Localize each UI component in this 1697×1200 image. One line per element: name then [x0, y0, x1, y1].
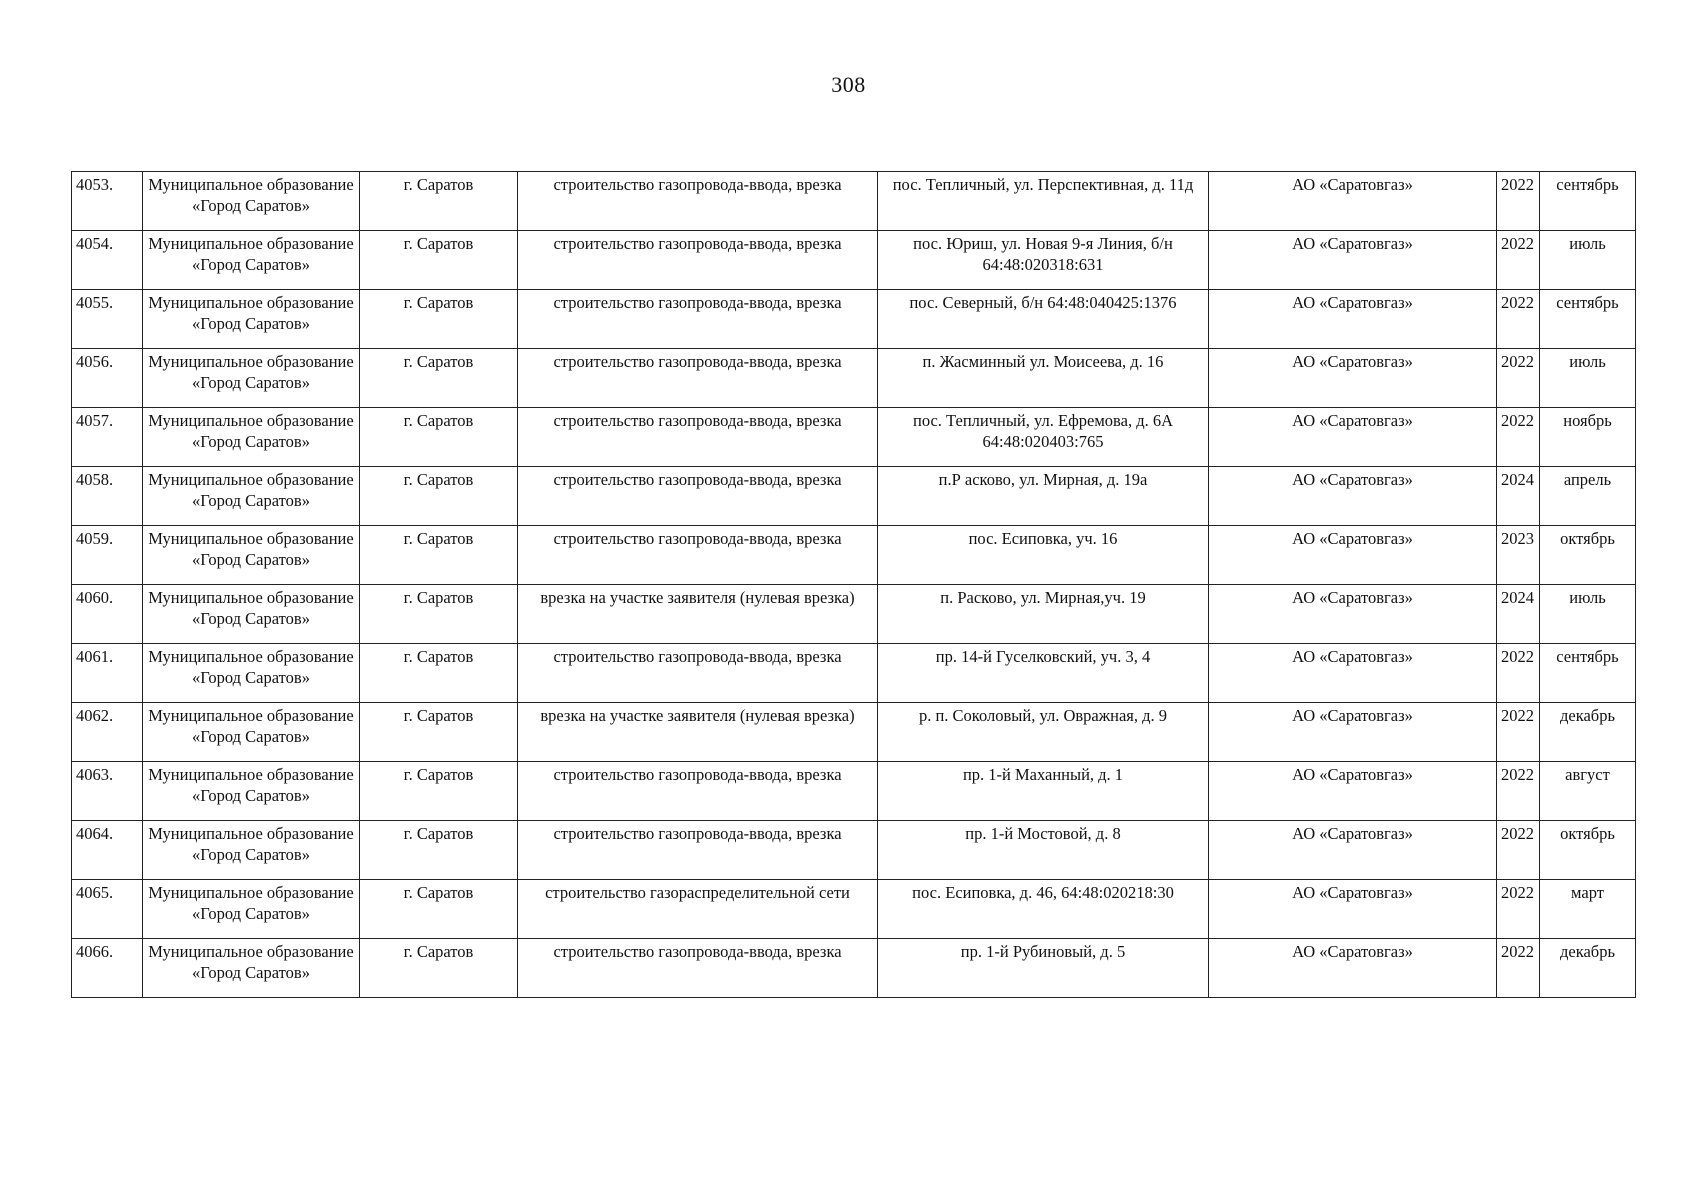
address-cell: пр. 14-й Гуселковский, уч. 3, 4 [878, 644, 1209, 703]
address-cell: пр. 1-й Маханный, д. 1 [878, 762, 1209, 821]
organization-cell: АО «Саратовгаз» [1209, 290, 1497, 349]
municipality-cell: Муниципальное образование «Город Саратов» [143, 349, 360, 408]
month-cell: октябрь [1540, 821, 1636, 880]
table-row [72, 526, 1636, 585]
city-cell: г. Саратов [360, 703, 518, 762]
municipality-cell: Муниципальное образование «Город Саратов» [143, 762, 360, 821]
organization-cell: АО «Саратовгаз» [1209, 526, 1497, 585]
row-number: 4065. [72, 880, 143, 939]
work-type-cell: строительство газопровода-ввода, врезка [518, 231, 878, 290]
table-row [72, 231, 1636, 290]
gasification-table [71, 171, 1636, 998]
address-cell: п. Расково, ул. Мирная,уч. 19 [878, 585, 1209, 644]
month-cell: сентябрь [1540, 172, 1636, 231]
row-number: 4053. [72, 172, 143, 231]
work-type-cell: врезка на участке заявителя (нулевая врезка) [518, 585, 878, 644]
municipality-cell: Муниципальное образование «Город Саратов» [143, 703, 360, 762]
month-cell: декабрь [1540, 703, 1636, 762]
work-type-cell: строительство газопровода-ввода, врезка [518, 467, 878, 526]
address-cell: п. Жасминный ул. Моисеева, д. 16 [878, 349, 1209, 408]
year-cell: 2022 [1497, 939, 1540, 998]
address-cell: пос. Тепличный, ул. Перспективная, д. 11д [878, 172, 1209, 231]
table-row [72, 585, 1636, 644]
year-cell: 2024 [1497, 467, 1540, 526]
month-cell: октябрь [1540, 526, 1636, 585]
municipality-cell: Муниципальное образование «Город Саратов» [143, 408, 360, 467]
address-cell: пос. Есиповка, д. 46, 64:48:020218:30 [878, 880, 1209, 939]
city-cell: г. Саратов [360, 231, 518, 290]
municipality-cell: Муниципальное образование «Город Саратов» [143, 290, 360, 349]
municipality-cell: Муниципальное образование «Город Саратов» [143, 231, 360, 290]
page-number: 308 [831, 72, 866, 97]
row-number: 4054. [72, 231, 143, 290]
row-number: 4059. [72, 526, 143, 585]
organization-cell: АО «Саратовгаз» [1209, 408, 1497, 467]
table-row [72, 408, 1636, 467]
work-type-cell: строительство газопровода-ввода, врезка [518, 349, 878, 408]
organization-cell: АО «Саратовгаз» [1209, 762, 1497, 821]
work-type-cell: строительство газораспределительной сети [518, 880, 878, 939]
organization-cell: АО «Саратовгаз» [1209, 349, 1497, 408]
city-cell: г. Саратов [360, 172, 518, 231]
address-cell: р. п. Соколовый, ул. Овражная, д. 9 [878, 703, 1209, 762]
year-cell: 2024 [1497, 585, 1540, 644]
table-row [72, 939, 1636, 998]
month-cell: июль [1540, 349, 1636, 408]
city-cell: г. Саратов [360, 408, 518, 467]
row-number: 4058. [72, 467, 143, 526]
month-cell: сентябрь [1540, 644, 1636, 703]
month-cell: сентябрь [1540, 290, 1636, 349]
year-cell: 2023 [1497, 526, 1540, 585]
month-cell: июль [1540, 585, 1636, 644]
work-type-cell: строительство газопровода-ввода, врезка [518, 408, 878, 467]
organization-cell: АО «Саратовгаз» [1209, 821, 1497, 880]
organization-cell: АО «Саратовгаз» [1209, 172, 1497, 231]
organization-cell: АО «Саратовгаз» [1209, 703, 1497, 762]
month-cell: декабрь [1540, 939, 1636, 998]
city-cell: г. Саратов [360, 939, 518, 998]
year-cell: 2022 [1497, 762, 1540, 821]
month-cell: март [1540, 880, 1636, 939]
municipality-cell: Муниципальное образование «Город Саратов» [143, 585, 360, 644]
year-cell: 2022 [1497, 703, 1540, 762]
work-type-cell: строительство газопровода-ввода, врезка [518, 172, 878, 231]
year-cell: 2022 [1497, 644, 1540, 703]
municipality-cell: Муниципальное образование «Город Саратов» [143, 880, 360, 939]
address-cell: пр. 1-й Мостовой, д. 8 [878, 821, 1209, 880]
organization-cell: АО «Саратовгаз» [1209, 467, 1497, 526]
work-type-cell: строительство газопровода-ввода, врезка [518, 762, 878, 821]
work-type-cell: строительство газопровода-ввода, врезка [518, 821, 878, 880]
address-cell: пр. 1-й Рубиновый, д. 5 [878, 939, 1209, 998]
row-number: 4066. [72, 939, 143, 998]
work-type-cell: строительство газопровода-ввода, врезка [518, 939, 878, 998]
row-number: 4060. [72, 585, 143, 644]
city-cell: г. Саратов [360, 349, 518, 408]
row-number: 4055. [72, 290, 143, 349]
table-row [72, 349, 1636, 408]
table-row [72, 880, 1636, 939]
city-cell: г. Саратов [360, 585, 518, 644]
year-cell: 2022 [1497, 231, 1540, 290]
city-cell: г. Саратов [360, 644, 518, 703]
work-type-cell: строительство газопровода-ввода, врезка [518, 526, 878, 585]
address-cell: пос. Тепличный, ул. Ефремова, д. 6А 64:48:020403:765 [878, 408, 1209, 467]
municipality-cell: Муниципальное образование «Город Саратов» [143, 526, 360, 585]
organization-cell: АО «Саратовгаз» [1209, 880, 1497, 939]
row-number: 4062. [72, 703, 143, 762]
table-row [72, 821, 1636, 880]
address-cell: п.Р асково, ул. Мирная, д. 19а [878, 467, 1209, 526]
city-cell: г. Саратов [360, 762, 518, 821]
city-cell: г. Саратов [360, 821, 518, 880]
municipality-cell: Муниципальное образование «Город Саратов» [143, 644, 360, 703]
row-number: 4061. [72, 644, 143, 703]
month-cell: июль [1540, 231, 1636, 290]
city-cell: г. Саратов [360, 467, 518, 526]
month-cell: ноябрь [1540, 408, 1636, 467]
row-number: 4057. [72, 408, 143, 467]
table-row [72, 644, 1636, 703]
municipality-cell: Муниципальное образование «Город Саратов» [143, 467, 360, 526]
address-cell: пос. Юриш, ул. Новая 9-я Линия, б/н 64:48:020318:631 [878, 231, 1209, 290]
municipality-cell: Муниципальное образование «Город Саратов» [143, 821, 360, 880]
year-cell: 2022 [1497, 349, 1540, 408]
address-cell: пос. Есиповка, уч. 16 [878, 526, 1209, 585]
year-cell: 2022 [1497, 290, 1540, 349]
work-type-cell: строительство газопровода-ввода, врезка [518, 290, 878, 349]
year-cell: 2022 [1497, 408, 1540, 467]
municipality-cell: Муниципальное образование «Город Саратов» [143, 172, 360, 231]
organization-cell: АО «Саратовгаз» [1209, 939, 1497, 998]
organization-cell: АО «Саратовгаз» [1209, 231, 1497, 290]
organization-cell: АО «Саратовгаз» [1209, 585, 1497, 644]
work-type-cell: врезка на участке заявителя (нулевая врезка) [518, 703, 878, 762]
row-number: 4063. [72, 762, 143, 821]
table-row [72, 762, 1636, 821]
table-row [72, 467, 1636, 526]
row-number: 4064. [72, 821, 143, 880]
city-cell: г. Саратов [360, 880, 518, 939]
row-number: 4056. [72, 349, 143, 408]
address-cell: пос. Северный, б/н 64:48:040425:1376 [878, 290, 1209, 349]
table-row [72, 290, 1636, 349]
month-cell: апрель [1540, 467, 1636, 526]
organization-cell: АО «Саратовгаз» [1209, 644, 1497, 703]
year-cell: 2022 [1497, 821, 1540, 880]
work-type-cell: строительство газопровода-ввода, врезка [518, 644, 878, 703]
municipality-cell: Муниципальное образование «Город Саратов» [143, 939, 360, 998]
city-cell: г. Саратов [360, 526, 518, 585]
month-cell: август [1540, 762, 1636, 821]
year-cell: 2022 [1497, 880, 1540, 939]
table-row [72, 703, 1636, 762]
year-cell: 2022 [1497, 172, 1540, 231]
city-cell: г. Саратов [360, 290, 518, 349]
table-row [72, 172, 1636, 231]
